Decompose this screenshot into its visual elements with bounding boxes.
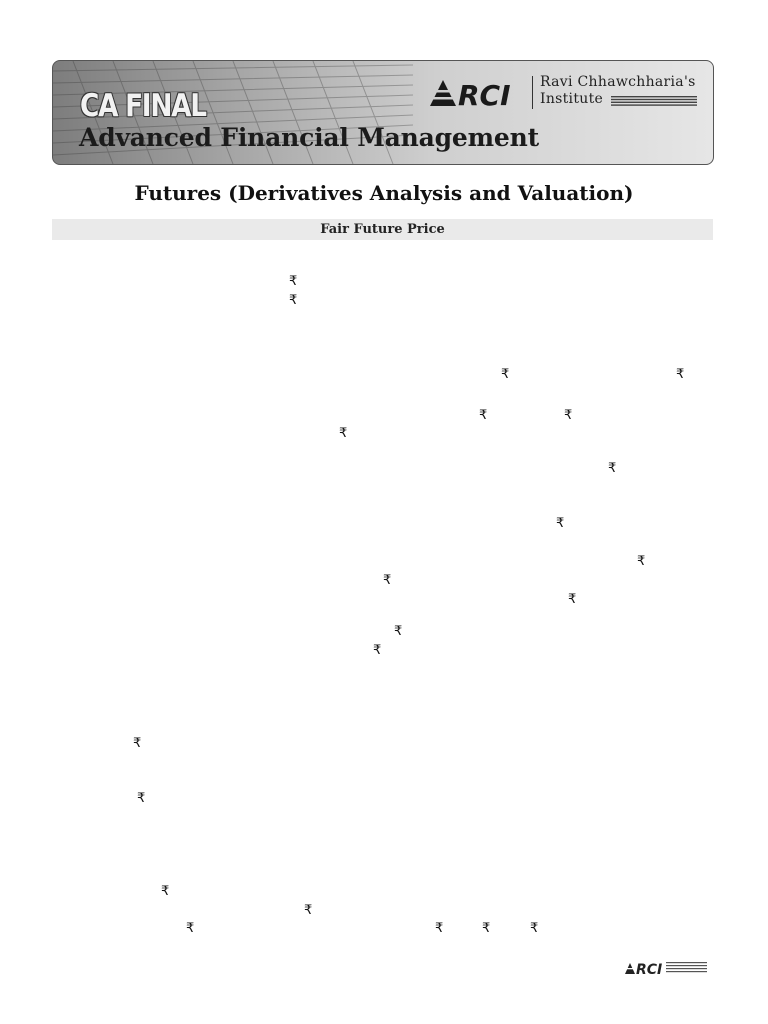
rupee-symbol: ₹ <box>394 624 403 639</box>
header-banner <box>52 60 714 165</box>
institute-logo <box>428 74 708 114</box>
rupee-symbol: ₹ <box>482 921 491 936</box>
rupee-symbol: ₹ <box>289 293 298 308</box>
rupee-symbol: ₹ <box>676 367 685 382</box>
rupee-symbol: ₹ <box>479 408 488 423</box>
rupee-symbol: ₹ <box>383 573 392 588</box>
institute-name-line1: Ravi Chhawchharia's <box>540 74 696 90</box>
section-header <box>52 219 713 240</box>
rupee-symbol: ₹ <box>608 461 617 476</box>
institute-stripes <box>611 96 697 106</box>
rupee-symbol: ₹ <box>133 736 142 751</box>
rupee-symbol: ₹ <box>161 884 170 899</box>
rupee-symbol: ₹ <box>556 516 565 531</box>
institute-name-line2: Institute <box>540 91 604 107</box>
rupee-symbol: ₹ <box>137 791 146 806</box>
rci-logo-mark <box>428 76 518 110</box>
document-title: Futures (Derivatives Analysis and Valuation) <box>134 181 634 205</box>
rupee-symbol: ₹ <box>339 426 348 441</box>
rupee-symbol: ₹ <box>289 274 298 289</box>
footer-logo <box>624 960 708 976</box>
section-title: Fair Future Price <box>320 222 445 237</box>
rupee-symbol: ₹ <box>637 554 646 569</box>
rupee-symbol: ₹ <box>304 903 313 918</box>
rupee-symbol: ₹ <box>564 408 573 423</box>
logo-divider <box>532 76 533 109</box>
rupee-symbol: ₹ <box>186 921 195 936</box>
rupee-symbol: ₹ <box>373 643 382 658</box>
logo-text: RCI <box>458 79 511 110</box>
rupee-symbol: ₹ <box>501 367 510 382</box>
footer-logo-text: RCI <box>636 962 663 976</box>
course-title: CA FINAL <box>80 88 206 124</box>
rupee-symbol: ₹ <box>568 592 577 607</box>
subject-title: Advanced Financial Management <box>79 123 539 152</box>
rupee-symbol: ₹ <box>530 921 539 936</box>
rupee-symbol: ₹ <box>435 921 444 936</box>
